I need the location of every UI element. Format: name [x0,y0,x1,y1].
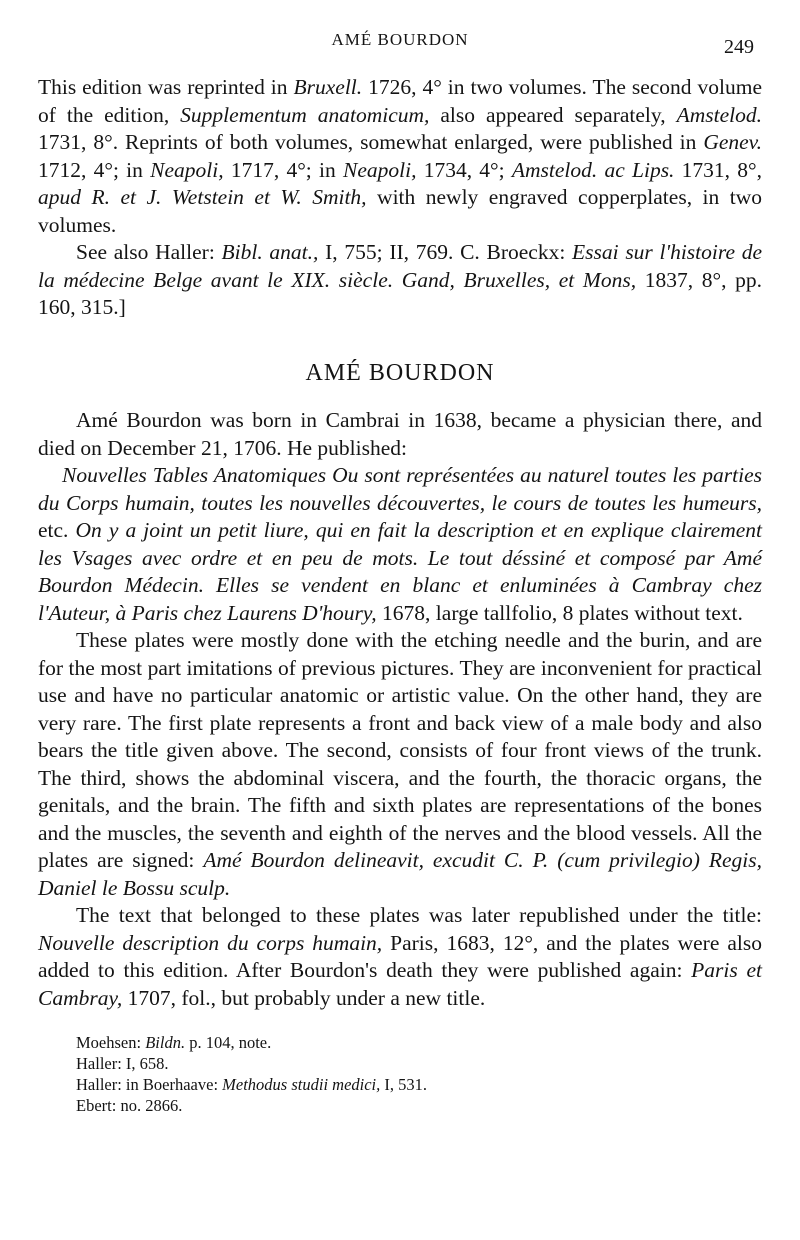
text-run: This edition was reprinted in [38,75,294,99]
text-run: etc. [38,518,76,542]
text-run: Ebert: no. 2866. [76,1096,183,1115]
text-run: See also Haller: [76,240,222,264]
intro-paragraph-1 [38,74,762,239]
references-list [38,1032,762,1116]
italic-run: Genev. [703,130,762,154]
text-run: p. 104, note. [185,1033,272,1052]
section-paragraph-3 [38,627,762,902]
italic-run: Bruxell. [293,75,363,99]
section-paragraph-1: Amé Bourdon was born in Cambrai in 1638, became a physician there, and died on December 21, 1706. He published: [38,408,762,460]
italic-run: apud R. et J. Wetstein et W. Smith, [38,185,367,209]
reference-item [76,1032,762,1053]
text-run: 1731, 8°. Reprints of both volumes, somewhat enlarged, were published in [38,130,704,154]
text-run: 1678, large tallfolio, 8 plates without text. [376,600,743,625]
text-run: These plates were mostly done with the etching needle and the burin, and are for the most part imitations of previous pictures. They are inconvenient for practical use and have no particular anatomic or artistic value. On the other hand, they are very rare. The first plate represents a front and back view of a male body and also bears the title given above. The second, consists of four front views of the trunk. The third, shows the abdominal viscera, and the fourth, the thoracic organs, the genitals, and the brain. The fifth and sixth plates are representations of the bones and the muscles, the seventh and eighth of the nerves and the blood vessels. All the plates are signed: [38,628,762,872]
text-run: with newly engraved copperplates, in two volumes. [38,185,763,237]
italic-run: Bildn. [145,1033,186,1052]
italic-run: Essai sur l'histoire de la médecine Belge avant le XIX. siècle. Gand, Bruxelles, et Mons, [38,240,762,292]
section-paragraph-2 [38,462,762,627]
page-body [38,74,762,1116]
text-run: also appeared separately, [429,102,677,127]
text-run: 1734, 4°; [416,157,512,182]
text-run: The text that belonged to these plates was later republished under the title: [76,903,762,927]
text-run: Haller: in Boerhaave: [76,1075,223,1094]
intro-paragraph-2 [38,239,762,322]
reference-item [76,1053,762,1074]
italic-run: Amstelod. [676,102,762,127]
text-run: 1707, fol., but probably under a new title. [122,985,486,1010]
text-run: Moehsen: [76,1033,146,1052]
text-run: I, 531. [380,1075,428,1094]
section-paragraph-4 [38,902,762,1012]
page-number: 249 [724,36,754,58]
italic-run: Nouvelles Tables Anatomiques Ou sont représentées au naturel toutes les parties du Corps humain, toutes les nouvelles découvertes, le cours de toutes les humeurs, [38,463,762,515]
section-title: AMÉ BOURDON [305,359,495,386]
italic-run: Nouvelle description du corps humain, [38,930,383,955]
italic-run: Neapoli, [150,157,224,182]
text-run: 1717, 4°; in [223,157,343,182]
italic-run: Bibl. anat., [221,240,319,264]
italic-run: Amé Bourdon delineavit, excudit C. P. (cum privilegio) Regis, Daniel le Bossu sculp. [38,848,762,900]
text-run: I, 755; II, 769. C. Broeckx: [318,240,573,264]
running-head: AMÉ BOURDON [331,30,469,49]
text-run: 1726, 4° in two volumes. The second volume of the edition, [38,75,762,127]
text-run: 1731, 8°, [674,157,763,182]
text-run: 1712, 4°; in [38,157,151,182]
text-run: Haller: I, 658. [76,1054,169,1073]
reference-item [76,1095,762,1116]
reference-item [76,1074,762,1095]
italic-run: Paris et Cambray, [38,958,762,1010]
text-run: Paris, 1683, 12°, and the plates were also added to this edition. After Bourdon's death they were published again: [38,930,762,982]
italic-run: Supplementum anatomicum, [180,102,430,127]
italic-run: On y a joint un petit liure, qui en fait la description et en explique clairement les Vsages avec ordre et en peu de mots. Le tout déssiné et composé par Amé Bourdon Médecin. Elles se vendent en blanc et enluminées à Cambray chez l'Auteur, à Paris chez Laurens D'houry, [38,518,762,625]
italic-run: Neapoli, [342,157,417,182]
text-run: 1837, 8°, pp. 160, 315.] [38,267,762,319]
italic-run: Amstelod. ac Lips. [511,157,675,182]
italic-run: Methodus studii medici, [222,1075,381,1094]
